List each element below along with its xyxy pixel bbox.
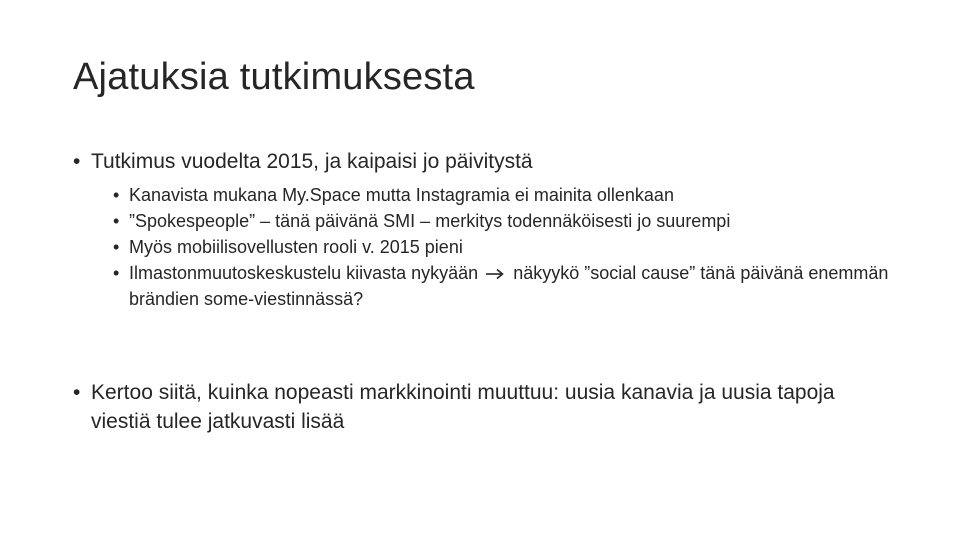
- sub-bullet-text: Myös mobiilisovellusten rooli v. 2015 pieni: [129, 237, 463, 257]
- bullet-text: Kertoo siitä, kuinka nopeasti markkinointi muuttuu: uusia kanavia ja uusia tapoja viestiä tulee jatkuvasti lisää: [91, 381, 835, 433]
- sub-bullet-text: ”Spokespeople” – tänä päivänä SMI – merkitys todennäköisesti jo suurempi: [129, 211, 731, 231]
- slide-title: Ajatuksia tutkimuksesta: [73, 56, 475, 98]
- sub-bullet-dot: •: [113, 263, 120, 283]
- sub-bullet-text-after-arrow: näkyykö ”social cause” tänä päivänä enemmän brändien some-viestinnässä?: [129, 263, 889, 309]
- sub-bullet-dot: •: [113, 237, 120, 257]
- arrow-right-icon: [485, 268, 505, 280]
- sub-bullet-item: [113, 208, 893, 234]
- bullet-dot: •: [73, 381, 81, 404]
- sub-bullet-item: [113, 234, 893, 260]
- sub-bullet-item: [113, 260, 893, 312]
- sub-bullet-list: [113, 182, 893, 312]
- bullet-item: [73, 147, 893, 176]
- sub-bullet-item: [113, 182, 893, 208]
- bullet-item: [73, 378, 893, 436]
- bullet-text: Tutkimus vuodelta 2015, ja kaipaisi jo päivitystä: [91, 150, 533, 173]
- sub-bullet-text: Kanavista mukana My.Space mutta Instagramia ei mainita ollenkaan: [129, 185, 674, 205]
- sub-bullet-dot: •: [113, 185, 120, 205]
- bullet-dot: •: [73, 150, 81, 173]
- sub-bullet-text-before-arrow: Ilmastonmuutoskeskustelu kiivasta nykyään: [129, 263, 479, 283]
- sub-bullet-dot: •: [113, 211, 120, 231]
- sub-bullet-text: [129, 260, 893, 312]
